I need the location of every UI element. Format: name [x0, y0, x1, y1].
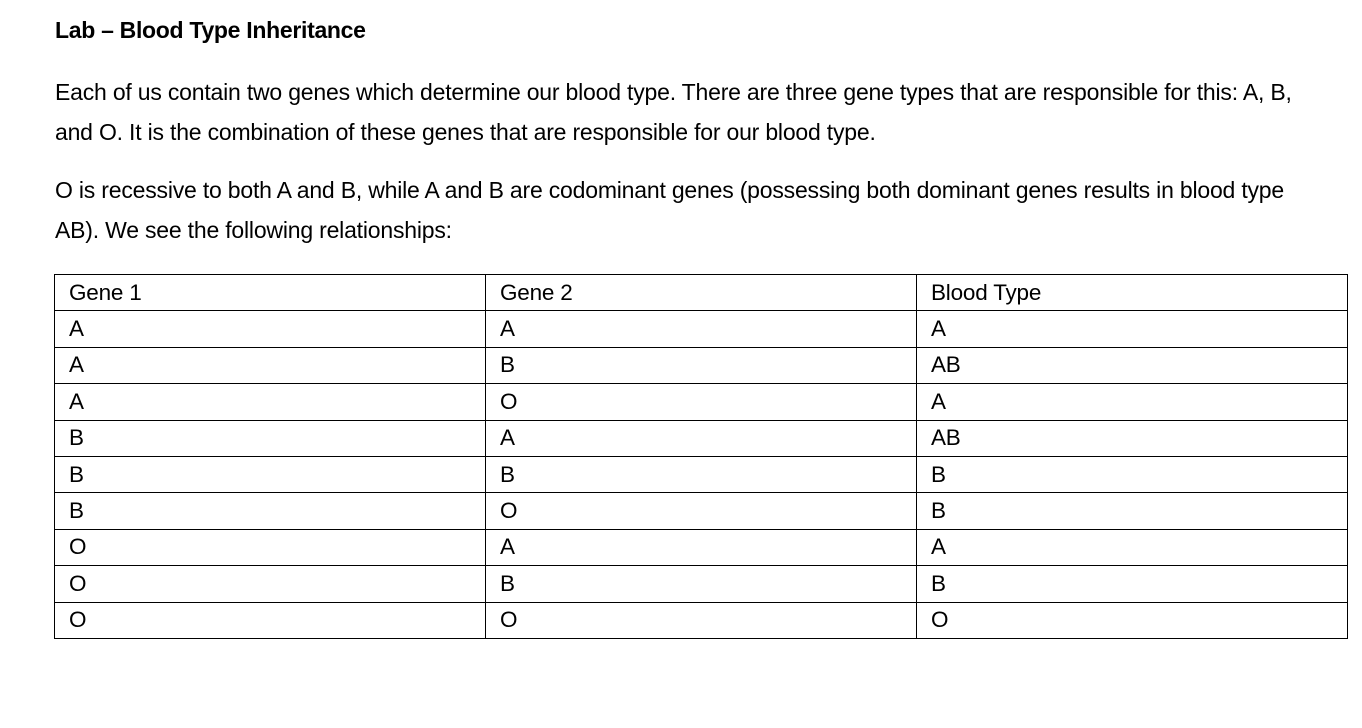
gene-2-cell: O: [486, 493, 917, 529]
relationship-paragraph: O is recessive to both A and B, while A and B are codominant genes (possessing both dominant genes results in blood type AB). We see the following relationships:: [55, 177, 1284, 243]
table-row: [55, 311, 1348, 347]
blood-type-cell: B: [917, 456, 1348, 492]
table-row: [55, 602, 1348, 638]
page-title: Lab – Blood Type Inheritance: [55, 17, 366, 43]
blood-type-cell: A: [917, 529, 1348, 565]
gene-2-cell: O: [486, 602, 917, 638]
gene-1-cell: O: [55, 566, 486, 602]
table-row: [55, 566, 1348, 602]
gene-1-cell: A: [55, 347, 486, 383]
blood-type-cell: AB: [917, 347, 1348, 383]
gene-2-cell: A: [486, 529, 917, 565]
table-row: [55, 420, 1348, 456]
gene-2-cell: B: [486, 456, 917, 492]
gene-1-cell: B: [55, 456, 486, 492]
blood-type-cell: A: [917, 311, 1348, 347]
blood-type-table: [54, 274, 1348, 639]
table-row: [55, 529, 1348, 565]
blood-type-cell: AB: [917, 420, 1348, 456]
gene-2-cell: B: [486, 566, 917, 602]
blood-type-cell: A: [917, 384, 1348, 420]
blood-type-cell: O: [917, 602, 1348, 638]
document-page: [55, 14, 1303, 639]
table-row: [55, 493, 1348, 529]
gene-2-cell: O: [486, 384, 917, 420]
blood-type-cell: B: [917, 566, 1348, 602]
gene-1-cell: A: [55, 311, 486, 347]
blood-type-cell: B: [917, 493, 1348, 529]
header-blood-type: Blood Type: [917, 275, 1348, 311]
table-row: [55, 347, 1348, 383]
table-header-row: [55, 275, 1348, 311]
gene-1-cell: A: [55, 384, 486, 420]
gene-1-cell: O: [55, 602, 486, 638]
intro-paragraph: Each of us contain two genes which determine our blood type. There are three gene types that are responsible for this: A, B, and O. It is the combination of these genes that are responsible for our blood type.: [55, 79, 1292, 145]
gene-1-cell: B: [55, 420, 486, 456]
gene-1-cell: O: [55, 529, 486, 565]
table-row: [55, 456, 1348, 492]
gene-2-cell: A: [486, 311, 917, 347]
table-body: [55, 275, 1348, 639]
header-gene-1: Gene 1: [55, 275, 486, 311]
header-gene-2: Gene 2: [486, 275, 917, 311]
gene-2-cell: B: [486, 347, 917, 383]
gene-2-cell: A: [486, 420, 917, 456]
table-row: [55, 384, 1348, 420]
gene-1-cell: B: [55, 493, 486, 529]
